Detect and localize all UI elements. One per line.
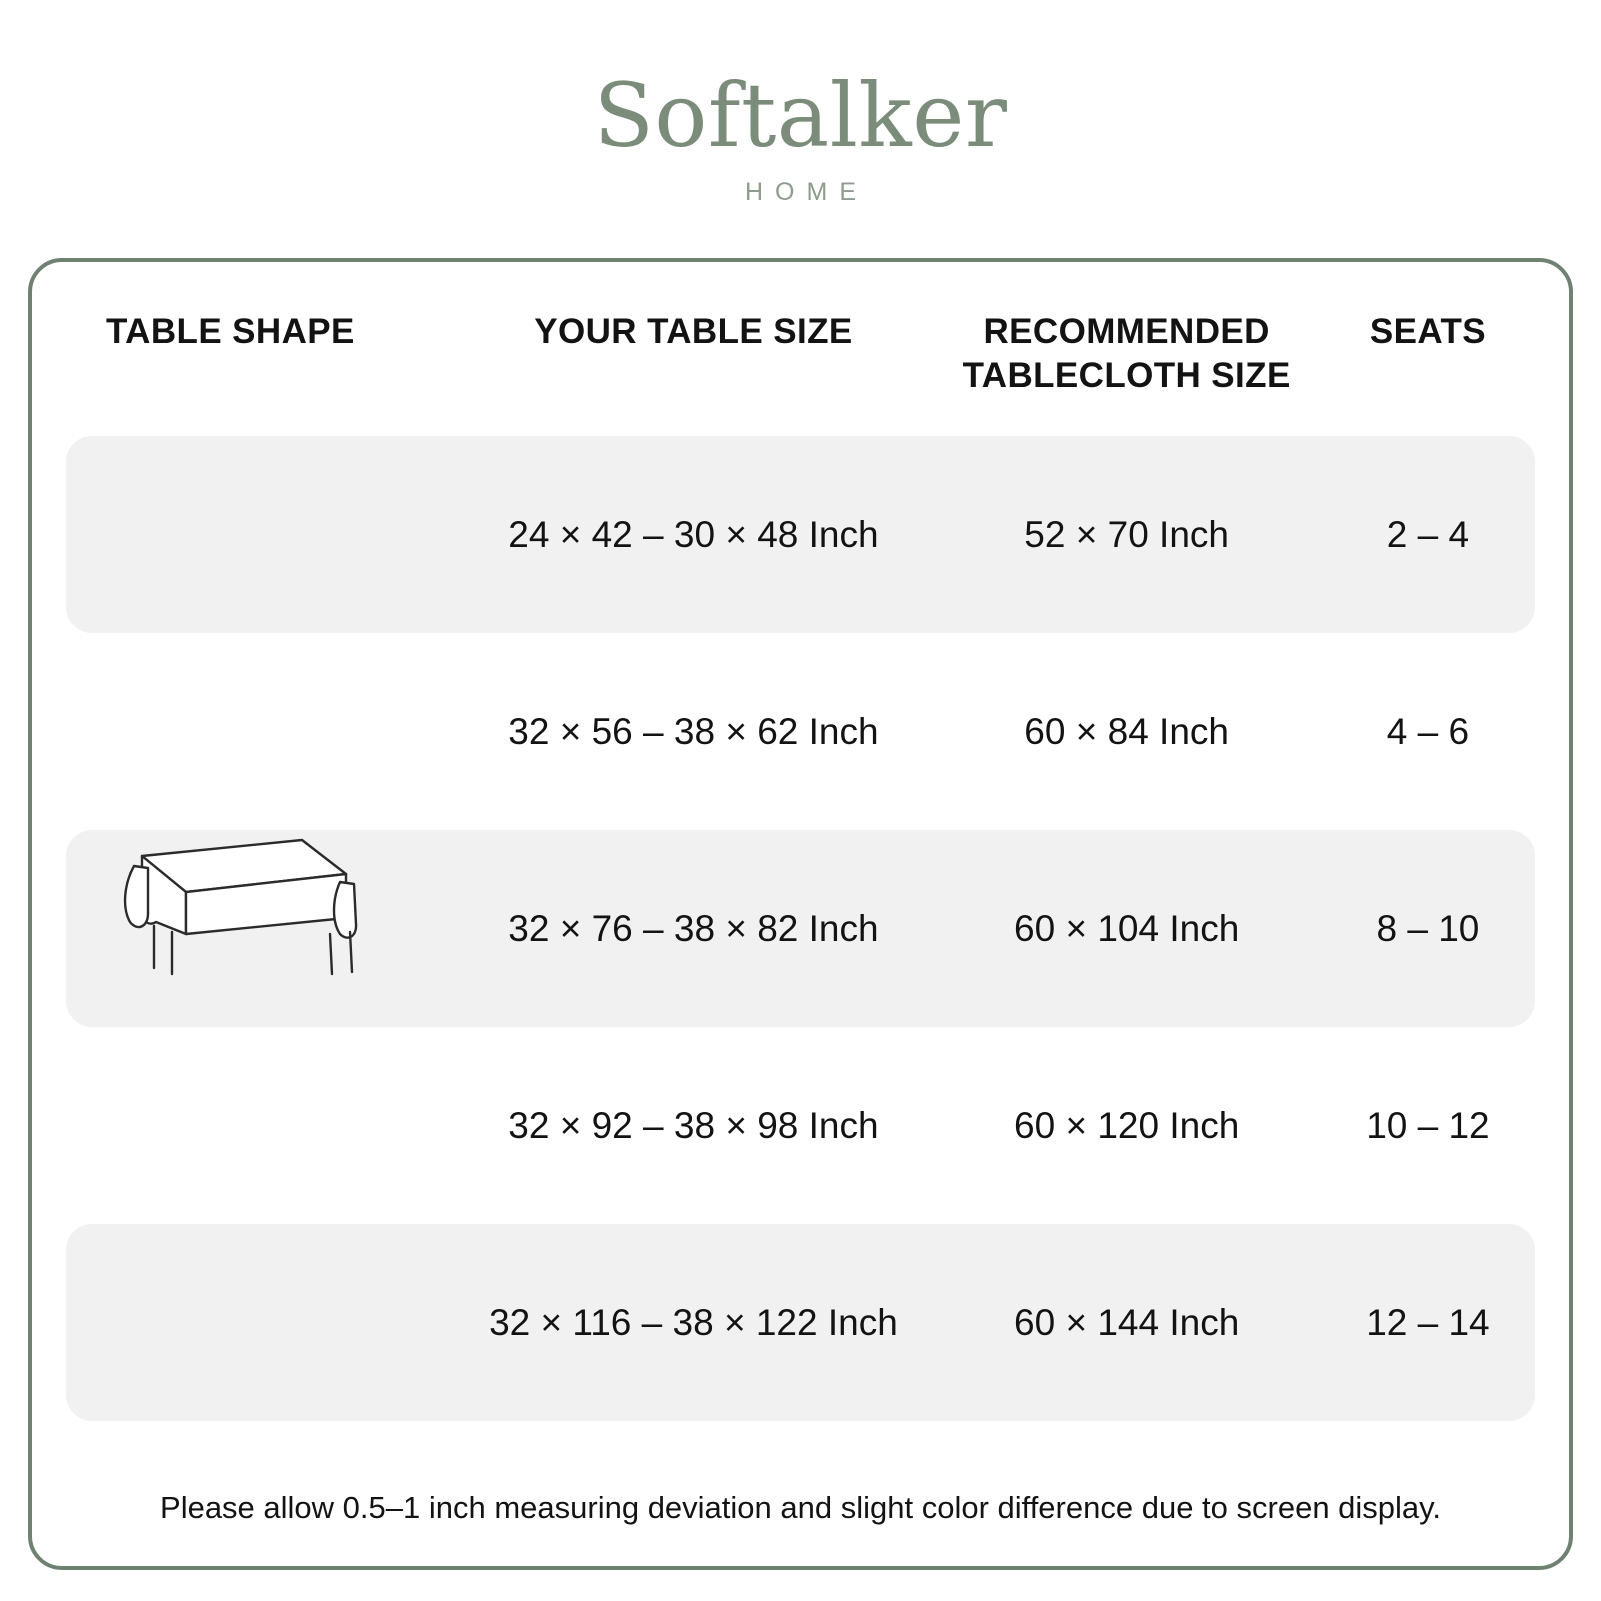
cell-seats: 12 – 14 [1366,1301,1490,1343]
cell-recommended-size: 60 × 120 Inch [1014,1104,1240,1146]
brand-header [0,64,1601,207]
cell-table-size: 32 × 76 – 38 × 82 Inch [508,907,879,949]
table-row [66,1224,1535,1421]
brand-name: Softalker [593,64,1008,167]
cell-recommended-size: 60 × 104 Inch [1014,907,1240,949]
cell-table-size: 32 × 92 – 38 × 98 Inch [508,1104,879,1146]
brand-subtitle: HOME [745,178,868,206]
cell-recommended-size: 52 × 70 Inch [1024,513,1229,555]
rectangular-table-with-tablecloth-icon [94,822,384,1002]
header-cell-recommended: RECOMMENDED TABLECLOTH SIZE [962,312,1291,395]
table-row [66,1027,1535,1224]
table-header-row [66,310,1535,428]
cell-seats: 4 – 6 [1386,710,1470,752]
disclaimer-note: Please allow 0.5–1 inch measuring deviation and slight color difference due to screen display. [160,1490,1441,1525]
cell-recommended-size: 60 × 84 Inch [1024,710,1229,752]
header-cell-size: YOUR TABLE SIZE [534,312,853,351]
cell-seats: 10 – 12 [1366,1104,1490,1146]
cell-table-size: 32 × 56 – 38 × 62 Inch [508,710,879,752]
cell-seats: 8 – 10 [1376,907,1480,949]
cell-seats: 2 – 4 [1386,513,1470,555]
header-cell-shape: TABLE SHAPE [106,312,355,351]
table-row [66,436,1535,633]
size-chart-card [28,258,1573,1570]
cell-table-size: 32 × 116 – 38 × 122 Inch [489,1301,898,1343]
cell-table-size: 24 × 42 – 30 × 48 Inch [508,513,879,555]
header-cell-seats: SEATS [1369,312,1486,351]
cell-recommended-size: 60 × 144 Inch [1014,1301,1240,1343]
table-row [66,633,1535,830]
size-table [32,262,1569,1566]
